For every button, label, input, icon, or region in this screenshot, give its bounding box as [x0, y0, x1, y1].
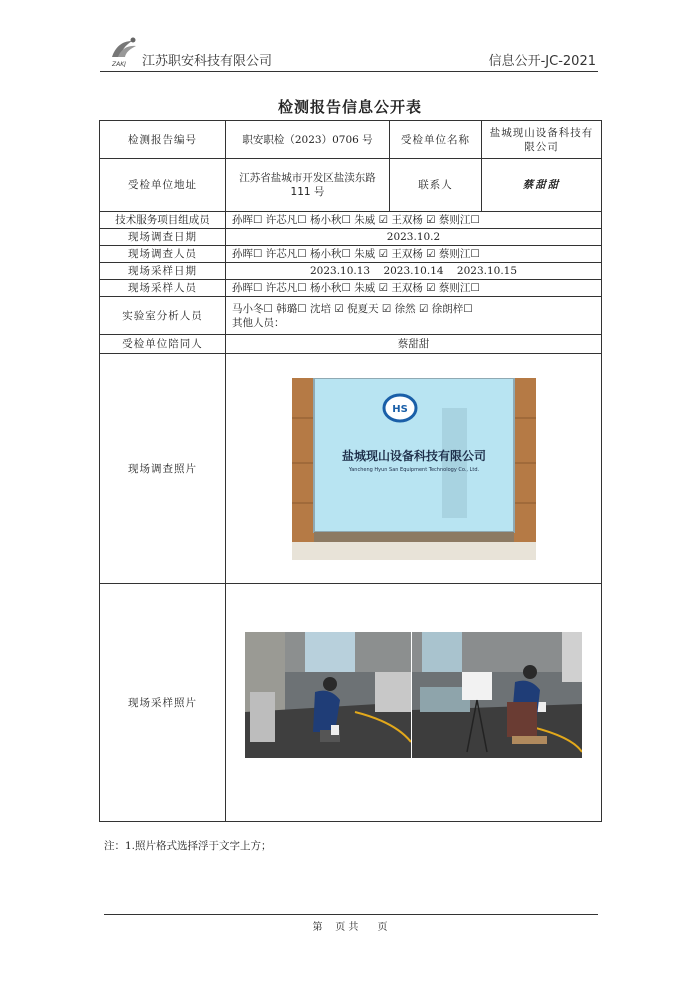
table-row: [100, 121, 602, 159]
sign-logo-text: HS: [391, 403, 408, 415]
report-no-label: 检测报告编号: [100, 121, 226, 159]
company-name: 江苏职安科技有限公司: [142, 54, 273, 69]
address-value: 江苏省盐城市开发区盐渎东路 111 号: [226, 159, 390, 212]
lab-staff-label: 实验室分析人员: [100, 297, 226, 335]
survey-date-value: 2023.10.2: [226, 229, 602, 246]
sampling-photo-cell: [226, 584, 602, 822]
sampling-photo-2: [412, 632, 582, 758]
escort-label: 受检单位陪同人: [100, 335, 226, 354]
lab-staff-cell: [226, 297, 602, 335]
sign-en-name: Yancheng Hyun San Equipment Technology Co., Ltd.: [348, 466, 479, 473]
sampling-date-label: 现场采样日期: [100, 263, 226, 280]
unit-name-label: 受检单位名称: [390, 121, 482, 159]
page-number: 第 页 共 页: [312, 922, 388, 933]
samplers-label: 现场采样人员: [100, 280, 226, 297]
survey-photo-label: 现场调查照片: [100, 354, 226, 584]
surveyors-value: 孙晖☐ 许芯凡☐ 杨小秋☐ 朱威 ☑ 王双杨 ☑ 蔡则江☐: [226, 246, 602, 263]
team-value: 孙晖☐ 许芯凡☐ 杨小秋☐ 朱威 ☑ 王双杨 ☑ 蔡则江☐: [226, 212, 602, 229]
table-row: [100, 212, 602, 229]
survey-photo: [292, 378, 536, 560]
address-label: 受检单位地址: [100, 159, 226, 212]
team-label: 技术服务项目组成员: [100, 212, 226, 229]
company-logo: [106, 35, 140, 67]
sampling-dates-value: 2023.10.13 2023.10.14 2023.10.15: [226, 263, 602, 280]
table-row: [100, 280, 602, 297]
report-no-value: 职安职检（2023）0706 号: [226, 121, 390, 159]
page-title: 检测报告信息公开表: [277, 98, 422, 116]
table-row: [100, 335, 602, 354]
info-table: [99, 120, 602, 822]
surveyors-label: 现场调查人员: [100, 246, 226, 263]
footnote: 注：1.照片格式选择浮于文字上方；: [104, 840, 272, 852]
table-row: [100, 297, 602, 335]
table-row: [100, 229, 602, 246]
table-row: [100, 246, 602, 263]
contact-label: 联系人: [390, 159, 482, 212]
table-row: [100, 263, 602, 280]
table-row: [100, 354, 602, 584]
contact-signature: 蔡甜甜: [482, 159, 602, 212]
footer-rule: [104, 914, 598, 915]
sampling-photo-label: 现场采样照片: [100, 584, 226, 822]
svg-text:ZAKJ: ZAKJ: [112, 61, 126, 67]
sign-cn-name: 盐城现山设备科技有限公司: [341, 448, 486, 463]
page-header: [100, 33, 598, 72]
survey-date-label: 现场调查日期: [100, 229, 226, 246]
unit-name-value: 盐城现山设备科技有限公司: [482, 121, 602, 159]
escort-value: 蔡甜甜: [226, 335, 602, 354]
samplers-value: 孙晖☐ 许芯凡☐ 杨小秋☐ 朱威 ☑ 王双杨 ☑ 蔡则江☐: [226, 280, 602, 297]
survey-photo-cell: [226, 354, 602, 584]
lab-staff-line2: 其他人员：: [232, 316, 285, 329]
table-row: [100, 584, 602, 822]
lab-staff-line1: 马小冬☐ 韩璐☐ 沈培 ☑ 倪夏天 ☑ 徐然 ☑ 徐朗梓☐: [232, 302, 473, 315]
document-number: 信息公开-JC-2021: [488, 54, 596, 69]
table-row: [100, 159, 602, 212]
sampling-photo-1: [245, 632, 411, 758]
